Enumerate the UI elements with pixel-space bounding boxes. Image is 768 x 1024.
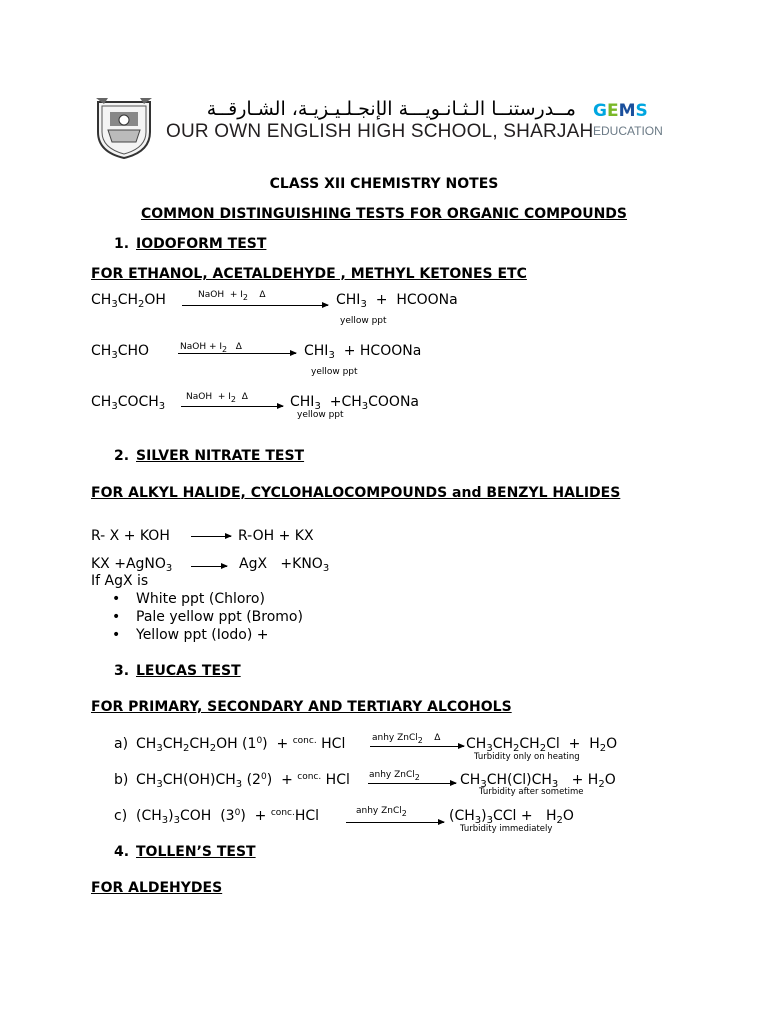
product: $(CH_3)_3CCl + H_2O$	[449, 808, 574, 826]
reagent: anhy ZnCl$_2$	[356, 806, 407, 818]
section-subheading: FOR ALDEHYDES	[91, 880, 223, 896]
section-number: 2.	[114, 448, 130, 464]
condition-text: If AgX is	[91, 573, 149, 589]
section-subheading: FOR ALKYL HALIDE, CYCLOHALOCOMPOUNDS and BENZYL HALIDES	[91, 485, 621, 501]
observation-note: Turbidity only on heating	[474, 752, 580, 762]
observation-note: Turbidity after sometime	[479, 787, 584, 797]
section-heading: SILVER NITRATE TEST	[136, 448, 305, 464]
precipitate-note: yellow ppt	[297, 410, 344, 420]
school-name-arabic: مــدرستنــا الـثـانـويـــة الإنجـلـيـزيـة، الشـارقــة	[206, 98, 576, 120]
reaction-arrow	[182, 305, 328, 306]
product: $CHI_3$ $+CH_3COONa$	[290, 394, 419, 412]
bullet-icon: •	[112, 591, 121, 607]
reagent: anhy ZnCl$_2$ Δ	[372, 733, 441, 745]
reactant: $CH_3CH(OH)CH_3$ $(2^0) + ^{conc.}$ HCl	[136, 772, 350, 790]
school-crest	[92, 96, 156, 160]
reaction-left: KX +AgNO$_3$	[91, 556, 173, 574]
product: $CHI_3$ + HCOONa	[336, 292, 458, 310]
reactant: $(CH_3)_3COH$ $(3^0) + ^{conc.}HCl$	[136, 808, 320, 826]
section-number: 4.	[114, 844, 130, 860]
bullet-icon: •	[112, 609, 121, 625]
product: $CH_3CH_2CH_2Cl + H_2O$	[466, 736, 618, 754]
reaction-right: R-OH + KX	[238, 528, 314, 544]
reaction-arrow	[191, 536, 231, 537]
section-subheading: FOR ETHANOL, ACETALDEHYDE , METHYL KETONES ETC	[91, 266, 527, 282]
section-heading: TOLLEN’S TEST	[136, 844, 256, 860]
reaction-arrow	[191, 566, 227, 567]
bullet-icon: •	[112, 627, 121, 643]
reaction-arrow	[370, 746, 464, 747]
precipitate-note: yellow ppt	[340, 316, 387, 326]
reactant: $CH_3CH_2CH_2OH$ $(1^0) + ^{conc.}$ HCl	[136, 736, 346, 754]
reaction-arrow	[368, 783, 456, 784]
item-label: c)	[114, 808, 128, 824]
section-heading: IODOFORM TEST	[136, 236, 267, 252]
product: $CH_3CH(Cl)CH_3 + H_2O$	[460, 772, 616, 790]
item-label: b)	[114, 772, 129, 788]
section-number: 3.	[114, 663, 130, 679]
section-heading: LEUCAS TEST	[136, 663, 241, 679]
page-title: CLASS XII CHEMISTRY NOTES	[269, 176, 499, 192]
reagent: NaOH + $I_2$ Δ	[180, 342, 242, 354]
section-number: 1.	[114, 236, 130, 252]
precipitate-note: yellow ppt	[311, 367, 358, 377]
list-item: Yellow ppt (Iodo) +	[136, 627, 269, 643]
reagent: anhy ZnCl$_2$	[369, 770, 420, 782]
list-item: Pale yellow ppt (Bromo)	[136, 609, 303, 625]
reaction-arrow	[346, 822, 444, 823]
item-label: a)	[114, 736, 129, 752]
reagent: NaOH + $I_2$ Δ	[198, 290, 266, 302]
page-subtitle: COMMON DISTINGUISHING TESTS FOR ORGANIC COMPOUNDS	[140, 206, 628, 222]
product: $CHI_3$ + HCOONa	[304, 343, 422, 361]
school-name-english: OUR OWN ENGLISH HIGH SCHOOL, SHARJAH	[166, 121, 594, 142]
list-item: White ppt (Chloro)	[136, 591, 265, 607]
observation-note: Turbidity immediately	[460, 824, 553, 834]
reagent: NaOH + $I_2$ Δ	[186, 392, 248, 404]
reactant: $CH_3CH_2OH$	[91, 292, 166, 310]
brand-subtitle: EDUCATION	[593, 124, 663, 138]
reactant: $CH_3COCH_3$	[91, 394, 166, 412]
section-subheading: FOR PRIMARY, SECONDARY AND TERTIARY ALCOHOLS	[91, 699, 512, 715]
reaction-right: AgX $+KNO_3$	[239, 556, 330, 574]
reactant: $CH_3CHO$	[91, 343, 150, 361]
reaction-arrow	[178, 353, 296, 354]
reaction-arrow	[181, 406, 283, 407]
reaction-left: R- X + KOH	[91, 528, 170, 544]
brand-logo: GEMS	[593, 101, 648, 121]
